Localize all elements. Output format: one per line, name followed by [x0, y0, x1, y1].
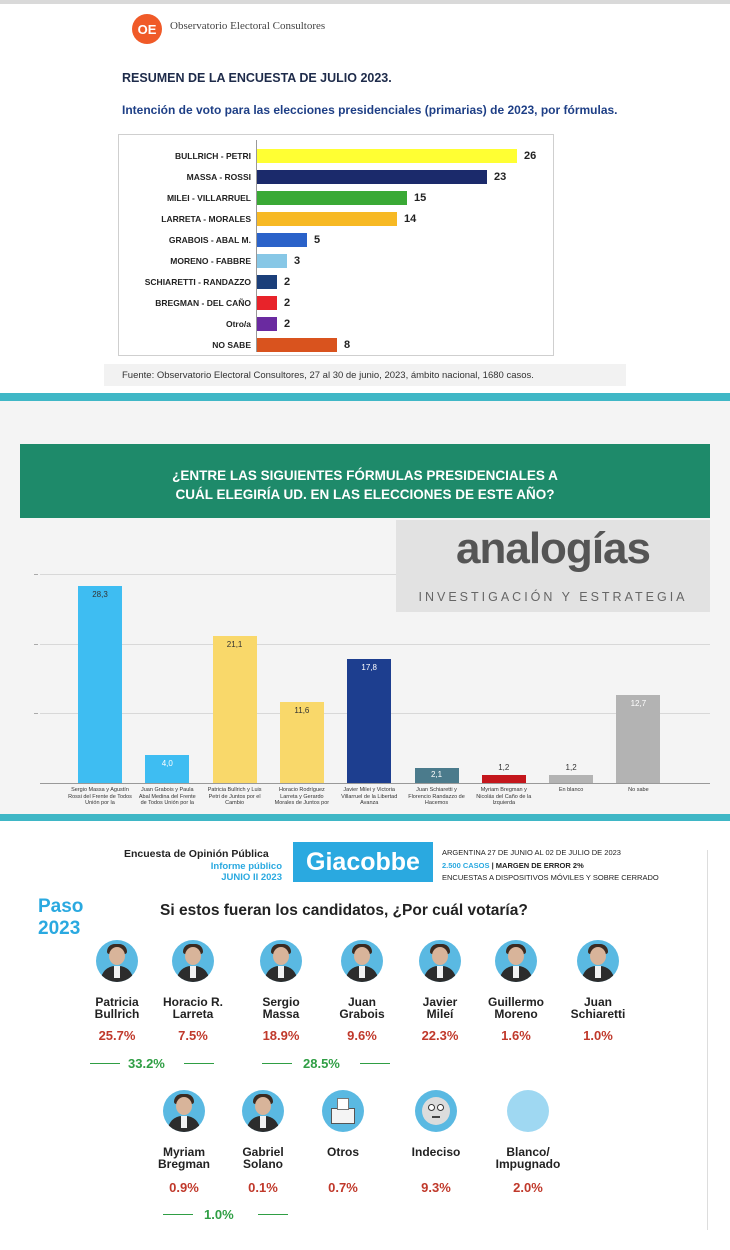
confused-face-icon [415, 1090, 457, 1132]
bar-value: 15 [414, 192, 427, 204]
photo-icon [419, 940, 461, 982]
bar [257, 317, 277, 331]
giacobbe-question: Si estos fueran los candidatos, ¿Por cuál votaría? [160, 902, 528, 919]
avatar-head [255, 1097, 271, 1115]
avatar-shirt [181, 1116, 187, 1128]
name-line: Juan [583, 995, 612, 1009]
name-line: Gabriel [242, 1145, 284, 1159]
bar-value: 8 [344, 339, 351, 351]
org-name: Observatorio Electoral Consultores [170, 20, 326, 32]
bar [482, 775, 526, 783]
avatar-head [432, 947, 448, 965]
mouth [432, 1116, 440, 1118]
name-line: Guillermo [487, 995, 544, 1009]
right-border-line [707, 850, 708, 1230]
gridline [40, 644, 710, 645]
bar-value: 26 [524, 150, 537, 162]
panel1-source: Fuente: Observatorio Electoral Consultores, 27 al 30 de junio, 2023, ámbito nacional, 1680 casos. [122, 370, 534, 381]
category-label: Juan Schiaretti y Florencio Randazzo de Hacemos [408, 787, 465, 806]
photo-icon [495, 940, 537, 982]
photo-icon [260, 940, 302, 982]
candidate-name [150, 996, 236, 1020]
candidate-name [220, 1146, 306, 1170]
y-tick [34, 644, 38, 645]
name-line: Impugnado [495, 1157, 561, 1171]
name-line: Bregman [157, 1157, 210, 1171]
avatar-shirt [359, 966, 365, 978]
bar-value: 2 [284, 297, 291, 309]
candidate-name [141, 1146, 227, 1170]
question-text [20, 466, 710, 504]
category-label: Patricia Bullrich y Luis Petri de Juntos por el Cambio [207, 787, 262, 806]
ballot-box-icon [322, 1090, 364, 1132]
name-line: Moreno [494, 1007, 538, 1021]
name-line: Bullrich [94, 1007, 140, 1021]
panel1-subtitle: Intención de voto para las elecciones presidenciales (primarias) de 2023, por fórmulas. [122, 103, 618, 117]
x-axis [40, 783, 710, 784]
candidate-name [300, 1146, 386, 1158]
avatar-shirt [595, 966, 601, 978]
bar-value-label: 2,1 [430, 770, 443, 780]
group-line [360, 1063, 390, 1064]
candidate-percent: 22.3% [421, 1028, 459, 1043]
avatar-shirt [114, 966, 120, 978]
bar-value-label: 1,2 [498, 762, 510, 772]
report-date: JUNIO II 2023 [221, 872, 282, 883]
avatar-shirt [260, 1116, 266, 1128]
top-divider [0, 0, 730, 4]
bar [257, 233, 307, 247]
name-line: Mileí [426, 1007, 454, 1021]
group-line [163, 1214, 193, 1215]
name-line: Massa [262, 1007, 300, 1021]
candidate-percent: 25.7% [98, 1028, 136, 1043]
candidate-percent: 9.6% [347, 1028, 377, 1043]
bar [78, 586, 122, 783]
ballot-paper [337, 1098, 349, 1110]
bar-label: BREGMAN - DEL CAÑO [155, 298, 251, 308]
name-line: Solano [242, 1157, 283, 1171]
candidate-name [555, 996, 641, 1020]
photo-icon [242, 1090, 284, 1132]
candidate-name [238, 996, 324, 1020]
blank-circle-icon [507, 1090, 549, 1132]
avatar-head [109, 947, 125, 965]
category-label: En blanco [558, 787, 584, 793]
bar-value-label: 1,2 [565, 762, 577, 772]
name-line: Javier [422, 995, 458, 1009]
bar [213, 636, 257, 783]
category-label: Myriam Bregman y Nicolás del Caño de la Izquierda [476, 787, 532, 806]
category-label: Sergio Massa y Agustín Rossi del Frente de Todos Unión por la [68, 787, 132, 806]
avatar-head [354, 947, 370, 965]
category-label: No sabe [628, 787, 649, 793]
bar [257, 170, 487, 184]
photo-icon [172, 940, 214, 982]
photo-icon [163, 1090, 205, 1132]
bar-label: NO SABE [212, 340, 251, 350]
bar-value-label: 4,0 [161, 759, 173, 769]
survey-header: Encuesta de Opinión Pública [124, 848, 269, 860]
bar-label: GRABOIS - ABAL M. [168, 235, 251, 245]
photo-icon [96, 940, 138, 982]
eye [437, 1104, 444, 1111]
group-line [262, 1063, 292, 1064]
face [422, 1097, 450, 1125]
meta-margin: | MARGEN DE ERROR 2% [491, 861, 584, 870]
avatar-head [176, 1097, 192, 1115]
photo-icon [341, 940, 383, 982]
avatar-head [590, 947, 606, 965]
bar [257, 338, 337, 352]
bar [616, 695, 660, 783]
avatar-shirt [513, 966, 519, 978]
name-line: Sergio [262, 995, 300, 1009]
meta-cases [442, 861, 584, 870]
bar-value: 14 [404, 213, 417, 225]
analogias-logo: analogías [456, 524, 650, 573]
y-tick [34, 713, 38, 714]
bar [257, 149, 517, 163]
candidate-percent: 0.7% [328, 1180, 358, 1195]
bar-value-label: 12,7 [630, 698, 647, 708]
name-line: Blanco/ [506, 1145, 550, 1159]
separator-2 [0, 814, 730, 821]
name-line: Grabois [339, 1007, 385, 1021]
bar-label: BULLRICH - PETRI [174, 151, 251, 161]
question-line-1: ¿ENTRE LAS SIGUIENTES FÓRMULAS PRESIDENCIALES A [172, 468, 558, 483]
oe-logo: OE [132, 14, 162, 44]
candidate-name [473, 996, 559, 1020]
meta-dates: ARGENTINA 27 DE JUNIO AL 02 DE JULIO DE 2023 [442, 848, 621, 857]
avatar-head [185, 947, 201, 965]
candidate-name [397, 996, 483, 1020]
avatar-shirt [190, 966, 196, 978]
avatar-head [508, 947, 524, 965]
candidate-percent: 1.0% [583, 1028, 613, 1043]
bar [347, 659, 391, 783]
avatar-shirt [278, 966, 284, 978]
candidate-name [74, 996, 160, 1020]
group-line [184, 1063, 214, 1064]
name-line: Indeciso [411, 1145, 461, 1159]
ballot-box [331, 1108, 355, 1124]
name-line: Horacio R. [162, 995, 223, 1009]
candidate-percent: 0.1% [248, 1180, 278, 1195]
bar-label: MILEI - VILLARRUEL [166, 193, 251, 203]
group-line [258, 1214, 288, 1215]
candidate-name [485, 1146, 571, 1170]
name-line: Patricia [95, 995, 139, 1009]
meta-method: ENCUESTAS A DISPOSITIVOS MÓVILES Y SOBRE CERRADO [442, 873, 659, 882]
bar-value-label: 11,6 [294, 706, 310, 716]
bar-label: SCHIARETTI - RANDAZZO [144, 277, 251, 287]
bar [257, 191, 407, 205]
candidate-percent: 18.9% [262, 1028, 300, 1043]
candidate-percent: 7.5% [178, 1028, 208, 1043]
y-tick [34, 574, 38, 575]
bar-label: Otro/a [225, 319, 251, 329]
bar-label: MASSA - ROSSI [186, 172, 251, 182]
bar [257, 254, 287, 268]
name-line: Larreta [172, 1007, 214, 1021]
photo-icon [577, 940, 619, 982]
group-value-massa-grabois: 28.5% [303, 1056, 340, 1071]
bar-value: 2 [284, 276, 291, 288]
avatar-shirt [437, 966, 443, 978]
category-label: Javier Milei y Victoria Villarruel de la Libertad Avanza [341, 787, 398, 806]
bar [257, 212, 397, 226]
bar-value: 2 [284, 318, 291, 330]
meta-cases-count: 2.500 CASOS [442, 861, 490, 870]
bar-value-label: 17,8 [361, 662, 377, 672]
group-value-bullrich-larreta: 33.2% [128, 1056, 165, 1071]
group-line [90, 1063, 120, 1064]
question-line-2: CUÁL ELEGIRÍA UD. EN LAS ELECCIONES DE ESTE AÑO? [175, 487, 555, 502]
bar [549, 775, 593, 783]
candidate-percent: 1.6% [501, 1028, 531, 1043]
name-line: Juan [347, 995, 376, 1009]
category-label: Horacio Rodríguez Larreta y Gerardo Morales de Juntos por [274, 787, 330, 806]
name-line: Schiaretti [570, 1007, 626, 1021]
paso-word: Paso [38, 896, 84, 917]
category-label: Juan Grabois y Paula Abal Medina del Frente de Todos Unión por la [138, 787, 196, 806]
candidate-percent: 0.9% [169, 1180, 199, 1195]
bar-label: MORENO - FABBRE [170, 256, 251, 266]
paso-year: 2023 [38, 918, 81, 939]
candidate-name [393, 1146, 479, 1158]
bar-value: 23 [494, 171, 507, 183]
bar-label: LARRETA - MORALES [161, 214, 251, 224]
analogias-tagline: INVESTIGACIÓN Y ESTRATEGIA [418, 590, 688, 604]
bar [257, 275, 277, 289]
panel1-title: RESUMEN DE LA ENCUESTA DE JULIO 2023. [122, 71, 392, 85]
avatar-head [273, 947, 289, 965]
candidate-percent: 2.0% [513, 1180, 543, 1195]
bar [257, 296, 277, 310]
candidate-percent: 9.3% [421, 1180, 451, 1195]
bar-value-label: 21,1 [226, 640, 243, 649]
candidate-name [319, 996, 405, 1020]
bar-value: 3 [294, 255, 301, 267]
separator-1 [0, 393, 730, 401]
report-type: Informe público [210, 861, 282, 872]
paso-label [38, 896, 83, 940]
panel-observatorio-electoral [0, 0, 730, 400]
bar-value-label: 28,3 [92, 589, 108, 599]
eye [428, 1104, 435, 1111]
group-value-left: 1.0% [204, 1207, 234, 1222]
bar-value: 5 [314, 234, 321, 246]
name-line: Otros [326, 1145, 359, 1159]
giacobbe-logo: Giacobbe [293, 842, 433, 882]
name-line: Myriam [162, 1145, 206, 1159]
